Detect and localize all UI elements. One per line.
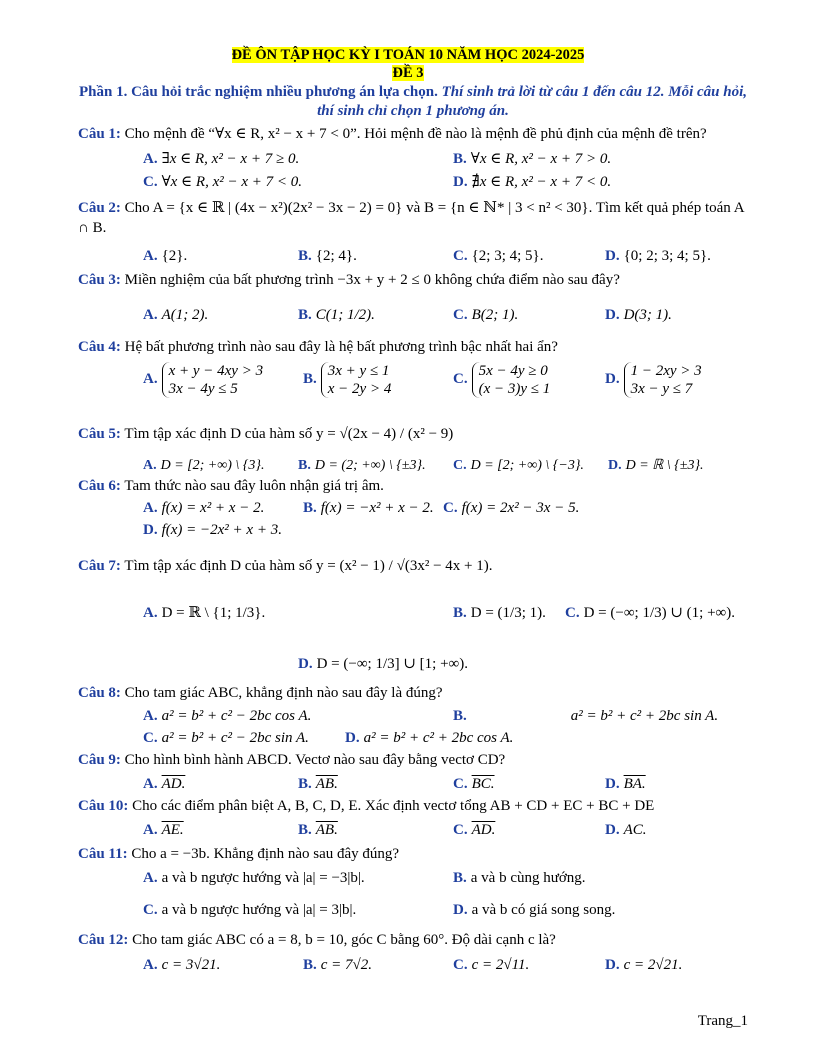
question-label: Câu 5: <box>78 426 121 442</box>
option-a[interactable]: A. ∃x ∈ R, x² − x + 7 ≥ 0. <box>143 151 300 167</box>
question-label: Câu 8: <box>78 685 121 701</box>
option-c[interactable]: C. 5x − 4y ≥ 0 (x − 3)y ≤ 1 <box>453 363 551 397</box>
question-text: Cho a = −3b. Khẳng định nào sau đây đúng? <box>131 846 400 862</box>
question-text: Cho các điểm phân biệt A, B, C, D, E. Xác định vectơ tổng AB + CD + EC + BC + DE <box>132 798 655 814</box>
option-b[interactable]: B. f(x) = −x² + x − 2. <box>303 500 434 516</box>
part-label: Phần 1. Câu hỏi trắc nghiệm nhiều phương án lựa chọn. <box>78 84 438 100</box>
question-3 <box>78 270 758 290</box>
option-d[interactable]: D. BA. <box>605 776 646 792</box>
option-a[interactable]: A. AD. <box>143 776 186 792</box>
option-d[interactable]: D. c = 2√21. <box>605 957 683 973</box>
option-b[interactable]: B. ∀x ∈ R, x² − x + 7 > 0. <box>453 151 612 167</box>
option-a[interactable]: A. x + y − 4xy > 3 3x − 4y ≤ 5 <box>143 363 264 397</box>
question-label: Câu 6: <box>78 478 121 494</box>
question-text: Cho A = {x ∈ ℝ | (4x − x²)(2x² − 3x − 2) = 0} và B = {n ∈ ℕ* | 3 < n² < 30}. Tìm kết quả phép toán A ∩ B. <box>78 200 744 236</box>
option-d[interactable]: D. D = ℝ \ {±3}. <box>608 458 704 473</box>
question-text: Cho hình bình hành ABCD. Vectơ nào sau đây bằng vectơ CD? <box>124 752 506 768</box>
page-number: Trang_1 <box>697 1013 748 1029</box>
option-a[interactable]: A. D = ℝ \ {1; 1/3}. <box>143 605 266 621</box>
option-b[interactable]: B. AB. <box>298 776 338 792</box>
exam-title: ĐỀ ÔN TẬP HỌC KỲ I TOÁN 10 NĂM HỌC 2024-2025 <box>231 47 585 63</box>
question-8 <box>78 683 758 703</box>
question-2 <box>78 198 758 238</box>
exam-code: ĐỀ 3 <box>392 65 424 81</box>
question-label: Câu 11: <box>78 846 128 862</box>
question-5 <box>78 424 758 444</box>
option-c[interactable]: C. {2; 3; 4; 5}. <box>453 248 544 264</box>
question-7 <box>78 556 758 576</box>
option-b[interactable]: B. D = (2; +∞) \ {±3}. <box>298 458 426 473</box>
option-b[interactable]: B. a² = b² + c² + 2bc sin A. <box>453 708 719 724</box>
question-text: Tìm tập xác định D của hàm số y = (x² − 1) / √(3x² − 4x + 1). <box>124 558 493 574</box>
option-b[interactable]: B. {2; 4}. <box>298 248 357 264</box>
question-label: Câu 1: <box>78 126 121 142</box>
question-text: Tam thức nào sau đây luôn nhận giá trị âm. <box>124 478 384 494</box>
option-d[interactable]: D. D(3; 1). <box>605 307 672 323</box>
option-c[interactable]: C. c = 2√11. <box>453 957 530 973</box>
option-a[interactable]: A. f(x) = x² + x − 2. <box>143 500 265 516</box>
question-text: Miền nghiệm của bất phương trình −3x + y + 2 ≤ 0 không chứa điểm nào sau đây? <box>124 272 620 288</box>
option-d[interactable]: D. f(x) = −2x² + x + 3. <box>143 522 282 538</box>
question-9 <box>78 750 758 770</box>
part-heading <box>78 83 748 121</box>
option-c[interactable]: C. D = (−∞; 1/3) ∪ (1; +∞). <box>565 605 735 621</box>
option-a[interactable]: A. a² = b² + c² − 2bc cos A. <box>143 708 312 724</box>
option-b[interactable]: B. C(1; 1/2). <box>298 307 375 323</box>
option-d[interactable]: D. ∄x ∈ R, x² − x + 7 < 0. <box>453 174 612 190</box>
question-label: Câu 3: <box>78 272 121 288</box>
question-label: Câu 4: <box>78 339 121 355</box>
question-text: Hệ bất phương trình nào sau đây là hệ bất phương trình bậc nhất hai ẩn? <box>124 339 558 355</box>
option-c[interactable]: C. BC. <box>453 776 495 792</box>
option-a[interactable]: A. AE. <box>143 822 184 838</box>
option-c[interactable]: C. ∀x ∈ R, x² − x + 7 < 0. <box>143 174 302 190</box>
option-c[interactable]: C. D = [2; +∞) \ {−3}. <box>453 458 584 473</box>
question-4 <box>78 337 758 357</box>
option-b[interactable]: B. AB. <box>298 822 338 838</box>
question-10 <box>78 796 758 816</box>
question-6 <box>78 476 758 496</box>
option-a[interactable]: A. a và b ngược hướng và |a| = −3|b|. <box>143 870 365 886</box>
option-a[interactable]: A. {2}. <box>143 248 188 264</box>
question-1 <box>78 124 758 144</box>
question-text: Cho tam giác ABC, khẳng định nào sau đây là đúng? <box>124 685 443 701</box>
part-instruction: Thí sinh trả lời từ câu 1 đến câu 12. Mỗi câu hỏi, thí sinh chỉ chọn 1 phương án. <box>317 84 748 119</box>
option-d[interactable]: D. a² = b² + c² + 2bc cos A. <box>345 730 514 746</box>
option-b[interactable]: B. c = 7√2. <box>303 957 373 973</box>
option-a[interactable]: A. c = 3√21. <box>143 957 221 973</box>
option-c[interactable]: C. a² = b² + c² − 2bc sin A. <box>143 730 309 746</box>
question-12 <box>78 930 758 950</box>
option-d[interactable]: D. 1 − 2xy > 3 3x − y ≤ 7 <box>605 363 702 397</box>
option-a[interactable]: A. D = [2; +∞) \ {3}. <box>143 458 265 473</box>
option-b[interactable]: B. D = (1/3; 1). <box>453 605 546 621</box>
option-b[interactable]: B. 3x + y ≤ 1 x − 2y > 4 <box>303 363 392 397</box>
option-d[interactable]: D. D = (−∞; 1/3] ∪ [1; +∞). <box>298 656 468 672</box>
question-text: Cho mệnh đề “∀x ∈ R, x² − x + 7 < 0”. Hỏi mệnh đề nào là mệnh đề phủ định của mệnh đề trên? <box>124 126 707 142</box>
option-c[interactable]: C. f(x) = 2x² − 3x − 5. <box>443 500 580 516</box>
option-c[interactable]: C. a và b ngược hướng và |a| = 3|b|. <box>143 902 357 918</box>
option-d[interactable]: D. AC. <box>605 822 647 838</box>
option-c[interactable]: C. B(2; 1). <box>453 307 519 323</box>
question-text: Cho tam giác ABC có a = 8, b = 10, góc C bằng 60°. Độ dài cạnh c là? <box>132 932 556 948</box>
question-label: Câu 2: <box>78 200 121 216</box>
question-label: Câu 12: <box>78 932 129 948</box>
question-text: Tìm tập xác định D của hàm số y = √(2x − 4) / (x² − 9) <box>124 426 454 442</box>
question-11 <box>78 844 758 864</box>
option-c[interactable]: C. AD. <box>453 822 496 838</box>
question-label: Câu 7: <box>78 558 121 574</box>
option-d[interactable]: D. a và b có giá song song. <box>453 902 616 918</box>
question-label: Câu 9: <box>78 752 121 768</box>
option-a[interactable]: A. A(1; 2). <box>143 307 209 323</box>
question-label: Câu 10: <box>78 798 129 814</box>
header <box>0 46 816 82</box>
option-d[interactable]: D. {0; 2; 3; 4; 5}. <box>605 248 711 264</box>
option-b[interactable]: B. a và b cùng hướng. <box>453 870 586 886</box>
